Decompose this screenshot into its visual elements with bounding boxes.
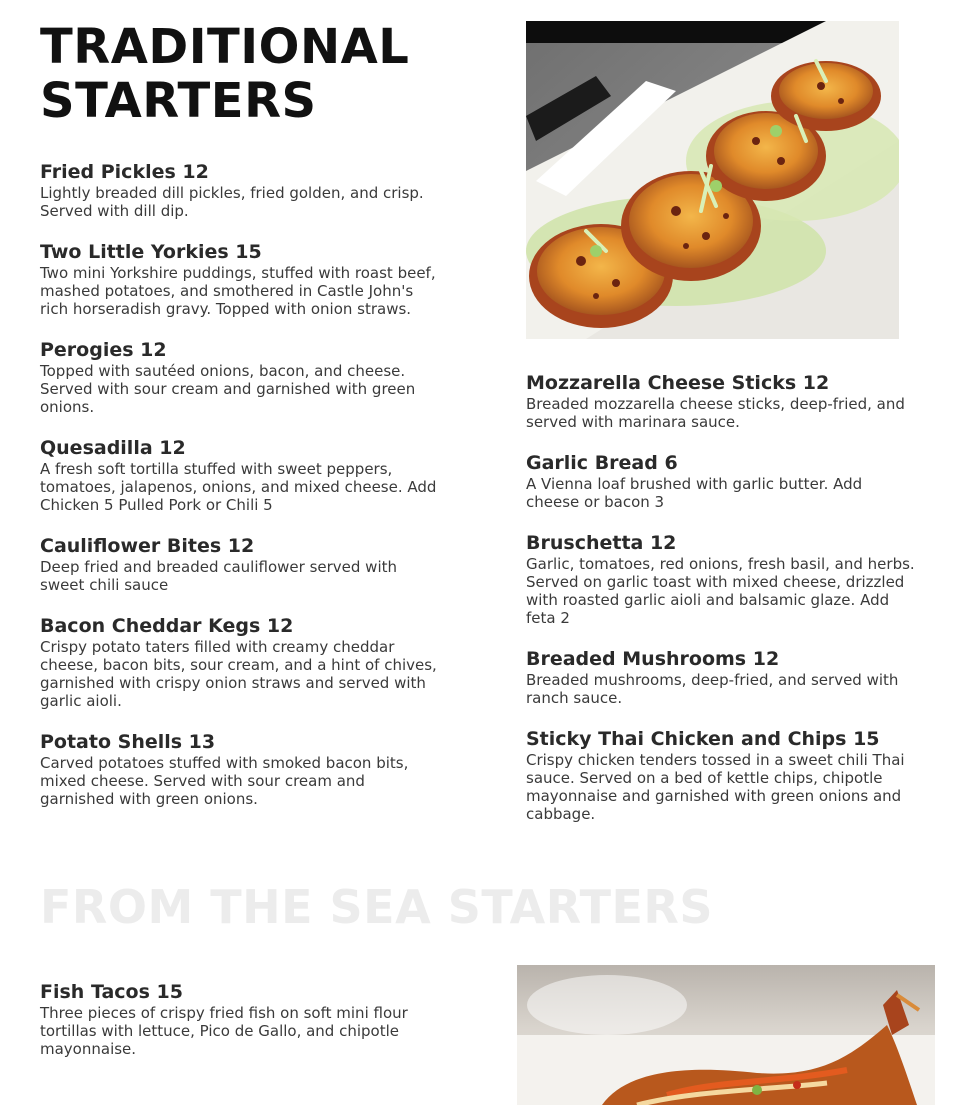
section-title-from-the-sea: FROM THE SEA STARTERS xyxy=(40,880,713,934)
menu-item-title: Bacon Cheddar Kegs 12 xyxy=(40,615,294,637)
menu-item-cauliflower-bites xyxy=(40,534,440,594)
menu-item-title: Bruschetta 12 xyxy=(526,532,677,554)
menu-item-title: Breaded Mushrooms 12 xyxy=(526,648,780,670)
menu-item-bruschetta xyxy=(526,531,916,627)
menu-column-sea-left xyxy=(40,980,440,1078)
menu-item-title: Perogies 12 xyxy=(40,339,167,361)
menu-item-perogies xyxy=(40,338,440,416)
potato-shells-illustration xyxy=(526,21,899,339)
fish-tacos-illustration xyxy=(517,965,935,1105)
menu-item-description: Topped with sautéed onions, bacon, and cheese. Served with sour cream and garnished with green onions. xyxy=(40,362,416,416)
menu-item-description: A Vienna loaf brushed with garlic butter. Add cheese or bacon 3 xyxy=(526,475,863,511)
potato-shells-photo xyxy=(526,21,899,339)
menu-item-description: Three pieces of crispy fried fish on soft mini flour tortillas with lettuce, Pico de Gallo, and chipotle mayonnaise. xyxy=(40,1004,408,1058)
menu-item-sticky-thai-chicken-and-chips xyxy=(526,727,916,823)
menu-item-title: Fish Tacos 15 xyxy=(40,981,183,1003)
menu-item-title: Sticky Thai Chicken and Chips 15 xyxy=(526,728,880,750)
menu-item-title: Potato Shells 13 xyxy=(40,731,216,753)
menu-item-description: Crispy chicken tenders tossed in a sweet chili Thai sauce. Served on a bed of kettle chips, chipotle mayonnaise and garnished with green onions and cabbage. xyxy=(526,751,905,823)
menu-column-right xyxy=(526,371,916,843)
menu-item-two-little-yorkies xyxy=(40,240,440,318)
menu-item-description: Crispy potato taters filled with creamy cheddar cheese, bacon bits, sour cream, and a hint of chives, garnished with crispy onion straws and served with garlic aioli. xyxy=(40,638,437,710)
menu-item-title: Cauliflower Bites 12 xyxy=(40,535,255,557)
menu-item-breaded-mushrooms xyxy=(526,647,916,707)
menu-item-mozzarella-cheese-sticks xyxy=(526,371,916,431)
menu-item-title: Garlic Bread 6 xyxy=(526,452,678,474)
menu-item-title: Fried Pickles 12 xyxy=(40,161,209,183)
menu-item-bacon-cheddar-kegs xyxy=(40,614,440,710)
menu-item-title: Mozzarella Cheese Sticks 12 xyxy=(526,372,830,394)
menu-item-fried-pickles xyxy=(40,160,440,220)
menu-item-description: Carved potatoes stuffed with smoked bacon bits, mixed cheese. Served with sour cream and garnished with green onions. xyxy=(40,754,409,808)
menu-item-potato-shells xyxy=(40,730,440,808)
fish-tacos-photo xyxy=(517,965,935,1105)
menu-item-description: Breaded mushrooms, deep-fried, and served with ranch sauce. xyxy=(526,671,899,707)
menu-column-left xyxy=(40,160,440,828)
menu-item-description: Garlic, tomatoes, red onions, fresh basil, and herbs. Served on garlic toast with mixed cheese, drizzled with roasted garlic aioli and balsamic glaze. Add feta 2 xyxy=(526,555,915,627)
menu-item-description: Deep fried and breaded cauliflower served with sweet chili sauce xyxy=(40,558,398,594)
menu-item-description: Breaded mozzarella cheese sticks, deep-fried, and served with marinara sauce. xyxy=(526,395,905,431)
menu-item-description: Two mini Yorkshire puddings, stuffed with roast beef, mashed potatoes, and smothered in Castle John's rich horseradish gravy. Topped with onion straws. xyxy=(40,264,436,318)
menu-item-title: Two Little Yorkies 15 xyxy=(40,241,262,263)
menu-item-description: Lightly breaded dill pickles, fried golden, and crisp. Served with dill dip. xyxy=(40,184,424,220)
menu-item-garlic-bread xyxy=(526,451,916,511)
section-title-traditional-starters: TRADITIONAL STARTERS xyxy=(40,19,410,129)
menu-item-quesadilla xyxy=(40,436,440,514)
menu-item-title: Quesadilla 12 xyxy=(40,437,186,459)
menu-item-description: A fresh soft tortilla stuffed with sweet peppers, tomatoes, jalapenos, onions, and mixed cheese. Add Chicken 5 Pulled Pork or Chili 5 xyxy=(40,460,437,514)
menu-item-fish-tacos xyxy=(40,980,440,1058)
